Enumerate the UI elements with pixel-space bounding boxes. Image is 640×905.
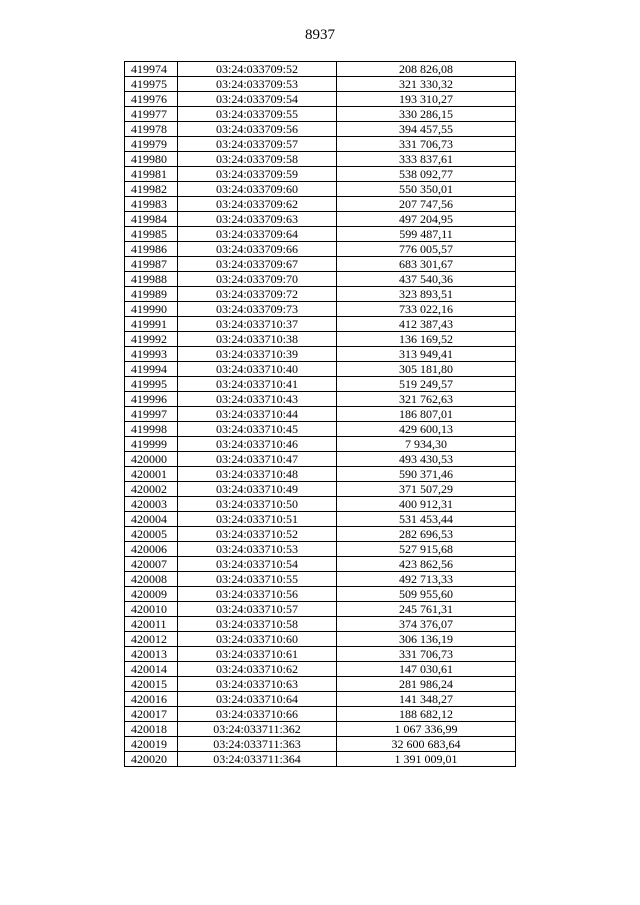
row-id-cell: 420016 (125, 692, 178, 707)
table-row (125, 167, 516, 182)
row-id-cell: 419975 (125, 77, 178, 92)
value-cell: 245 761,31 (337, 602, 516, 617)
cadastral-number-cell: 03:24:033709:53 (178, 77, 337, 92)
value-cell: 492 713,33 (337, 572, 516, 587)
cadastral-number-cell: 03:24:033709:63 (178, 212, 337, 227)
row-id-cell: 419991 (125, 317, 178, 332)
table-row (125, 617, 516, 632)
table-row (125, 242, 516, 257)
table-row (125, 647, 516, 662)
table-row (125, 92, 516, 107)
value-cell: 186 807,01 (337, 407, 516, 422)
value-cell: 321 330,32 (337, 77, 516, 92)
table-row (125, 482, 516, 497)
value-cell: 599 487,11 (337, 227, 516, 242)
value-cell: 371 507,29 (337, 482, 516, 497)
value-cell: 683 301,67 (337, 257, 516, 272)
row-id-cell: 420004 (125, 512, 178, 527)
value-cell: 7 934,30 (337, 437, 516, 452)
table-row (125, 707, 516, 722)
value-cell: 1 391 009,01 (337, 752, 516, 767)
table-row (125, 452, 516, 467)
table-row (125, 122, 516, 137)
cadastral-number-cell: 03:24:033710:62 (178, 662, 337, 677)
table-row (125, 467, 516, 482)
cadastral-number-cell: 03:24:033710:47 (178, 452, 337, 467)
cadastral-number-cell: 03:24:033710:63 (178, 677, 337, 692)
value-cell: 527 915,68 (337, 542, 516, 557)
cadastral-number-cell: 03:24:033709:66 (178, 242, 337, 257)
value-cell: 733 022,16 (337, 302, 516, 317)
row-id-cell: 419982 (125, 182, 178, 197)
value-cell: 207 747,56 (337, 197, 516, 212)
cadastral-number-cell: 03:24:033710:45 (178, 422, 337, 437)
cadastral-number-cell: 03:24:033709:60 (178, 182, 337, 197)
table-row (125, 587, 516, 602)
cadastral-number-cell: 03:24:033709:59 (178, 167, 337, 182)
table-row (125, 527, 516, 542)
data-table (124, 61, 516, 767)
cadastral-number-cell: 03:24:033710:60 (178, 632, 337, 647)
table-row (125, 362, 516, 377)
cadastral-number-cell: 03:24:033710:56 (178, 587, 337, 602)
cadastral-number-cell: 03:24:033710:53 (178, 542, 337, 557)
value-cell: 32 600 683,64 (337, 737, 516, 752)
cadastral-number-cell: 03:24:033710:39 (178, 347, 337, 362)
cadastral-number-cell: 03:24:033709:67 (178, 257, 337, 272)
value-cell: 509 955,60 (337, 587, 516, 602)
row-id-cell: 419979 (125, 137, 178, 152)
table-row (125, 62, 516, 77)
row-id-cell: 419986 (125, 242, 178, 257)
row-id-cell: 419977 (125, 107, 178, 122)
cadastral-number-cell: 03:24:033709:70 (178, 272, 337, 287)
table-row (125, 182, 516, 197)
table-row (125, 332, 516, 347)
row-id-cell: 420007 (125, 557, 178, 572)
cadastral-number-cell: 03:24:033709:58 (178, 152, 337, 167)
cadastral-number-cell: 03:24:033710:49 (178, 482, 337, 497)
row-id-cell: 419999 (125, 437, 178, 452)
table-row (125, 437, 516, 452)
value-cell: 147 030,61 (337, 662, 516, 677)
row-id-cell: 419990 (125, 302, 178, 317)
row-id-cell: 420009 (125, 587, 178, 602)
value-cell: 330 286,15 (337, 107, 516, 122)
table-row (125, 497, 516, 512)
table-row (125, 317, 516, 332)
cadastral-number-cell: 03:24:033709:72 (178, 287, 337, 302)
value-cell: 331 706,73 (337, 647, 516, 662)
cadastral-number-cell: 03:24:033710:57 (178, 602, 337, 617)
row-id-cell: 420015 (125, 677, 178, 692)
row-id-cell: 419984 (125, 212, 178, 227)
table-row (125, 302, 516, 317)
row-id-cell: 419992 (125, 332, 178, 347)
value-cell: 282 696,53 (337, 527, 516, 542)
value-cell: 437 540,36 (337, 272, 516, 287)
cadastral-number-cell: 03:24:033709:56 (178, 122, 337, 137)
row-id-cell: 419985 (125, 227, 178, 242)
cadastral-number-cell: 03:24:033710:58 (178, 617, 337, 632)
table-row (125, 377, 516, 392)
cadastral-number-cell: 03:24:033709:57 (178, 137, 337, 152)
table-row (125, 662, 516, 677)
table-row (125, 632, 516, 647)
row-id-cell: 420020 (125, 752, 178, 767)
table-row (125, 722, 516, 737)
value-cell: 493 430,53 (337, 452, 516, 467)
row-id-cell: 420008 (125, 572, 178, 587)
cadastral-number-cell: 03:24:033710:52 (178, 527, 337, 542)
row-id-cell: 420002 (125, 482, 178, 497)
cadastral-number-cell: 03:24:033710:66 (178, 707, 337, 722)
cadastral-number-cell: 03:24:033710:61 (178, 647, 337, 662)
table-row (125, 422, 516, 437)
value-cell: 374 376,07 (337, 617, 516, 632)
value-cell: 321 762,63 (337, 392, 516, 407)
cadastral-number-cell: 03:24:033710:54 (178, 557, 337, 572)
table-row (125, 572, 516, 587)
row-id-cell: 419987 (125, 257, 178, 272)
value-cell: 323 893,51 (337, 287, 516, 302)
value-cell: 136 169,52 (337, 332, 516, 347)
value-cell: 412 387,43 (337, 317, 516, 332)
cadastral-number-cell: 03:24:033710:46 (178, 437, 337, 452)
value-cell: 519 249,57 (337, 377, 516, 392)
value-cell: 333 837,61 (337, 152, 516, 167)
cadastral-number-cell: 03:24:033710:38 (178, 332, 337, 347)
table-row (125, 197, 516, 212)
row-id-cell: 420000 (125, 452, 178, 467)
row-id-cell: 419993 (125, 347, 178, 362)
row-id-cell: 420005 (125, 527, 178, 542)
value-cell: 193 310,27 (337, 92, 516, 107)
cadastral-number-cell: 03:24:033709:64 (178, 227, 337, 242)
row-id-cell: 419983 (125, 197, 178, 212)
row-id-cell: 420006 (125, 542, 178, 557)
row-id-cell: 420013 (125, 647, 178, 662)
cadastral-number-cell: 03:24:033709:54 (178, 92, 337, 107)
row-id-cell: 420011 (125, 617, 178, 632)
row-id-cell: 419976 (125, 92, 178, 107)
cadastral-number-cell: 03:24:033710:40 (178, 362, 337, 377)
cadastral-number-cell: 03:24:033710:64 (178, 692, 337, 707)
value-cell: 188 682,12 (337, 707, 516, 722)
table-row (125, 557, 516, 572)
table-row (125, 512, 516, 527)
table-row (125, 737, 516, 752)
value-cell: 550 350,01 (337, 182, 516, 197)
cadastral-number-cell: 03:24:033710:51 (178, 512, 337, 527)
table-row (125, 692, 516, 707)
value-cell: 400 912,31 (337, 497, 516, 512)
cadastral-number-cell: 03:24:033710:37 (178, 317, 337, 332)
row-id-cell: 420001 (125, 467, 178, 482)
cadastral-number-cell: 03:24:033710:48 (178, 467, 337, 482)
row-id-cell: 420010 (125, 602, 178, 617)
table-row (125, 227, 516, 242)
row-id-cell: 419996 (125, 392, 178, 407)
table-body (125, 62, 516, 767)
row-id-cell: 419974 (125, 62, 178, 77)
row-id-cell: 420019 (125, 737, 178, 752)
cadastral-number-cell: 03:24:033711:362 (178, 722, 337, 737)
cadastral-number-cell: 03:24:033710:55 (178, 572, 337, 587)
value-cell: 776 005,57 (337, 242, 516, 257)
cadastral-number-cell: 03:24:033710:43 (178, 392, 337, 407)
row-id-cell: 419980 (125, 152, 178, 167)
value-cell: 331 706,73 (337, 137, 516, 152)
value-cell: 1 067 336,99 (337, 722, 516, 737)
row-id-cell: 419997 (125, 407, 178, 422)
cadastral-number-cell: 03:24:033710:44 (178, 407, 337, 422)
table-row (125, 752, 516, 767)
table-row (125, 272, 516, 287)
table-row (125, 152, 516, 167)
value-cell: 208 826,08 (337, 62, 516, 77)
value-cell: 497 204,95 (337, 212, 516, 227)
value-cell: 590 371,46 (337, 467, 516, 482)
table-row (125, 287, 516, 302)
table-row (125, 677, 516, 692)
row-id-cell: 419978 (125, 122, 178, 137)
table-row (125, 602, 516, 617)
table-row (125, 392, 516, 407)
value-cell: 429 600,13 (337, 422, 516, 437)
row-id-cell: 419998 (125, 422, 178, 437)
value-cell: 423 862,56 (337, 557, 516, 572)
table-row (125, 407, 516, 422)
cadastral-number-cell: 03:24:033711:364 (178, 752, 337, 767)
table-row (125, 137, 516, 152)
value-cell: 306 136,19 (337, 632, 516, 647)
row-id-cell: 419988 (125, 272, 178, 287)
table-row (125, 257, 516, 272)
table-row (125, 542, 516, 557)
cadastral-number-cell: 03:24:033710:50 (178, 497, 337, 512)
cadastral-number-cell: 03:24:033710:41 (178, 377, 337, 392)
row-id-cell: 419981 (125, 167, 178, 182)
value-cell: 531 453,44 (337, 512, 516, 527)
row-id-cell: 420003 (125, 497, 178, 512)
table-row (125, 347, 516, 362)
row-id-cell: 420017 (125, 707, 178, 722)
cadastral-number-cell: 03:24:033711:363 (178, 737, 337, 752)
cadastral-number-cell: 03:24:033709:55 (178, 107, 337, 122)
value-cell: 394 457,55 (337, 122, 516, 137)
table-row (125, 107, 516, 122)
table-row (125, 77, 516, 92)
row-id-cell: 419994 (125, 362, 178, 377)
row-id-cell: 419995 (125, 377, 178, 392)
value-cell: 141 348,27 (337, 692, 516, 707)
row-id-cell: 420018 (125, 722, 178, 737)
value-cell: 281 986,24 (337, 677, 516, 692)
row-id-cell: 419989 (125, 287, 178, 302)
row-id-cell: 420014 (125, 662, 178, 677)
row-id-cell: 420012 (125, 632, 178, 647)
value-cell: 313 949,41 (337, 347, 516, 362)
cadastral-number-cell: 03:24:033709:73 (178, 302, 337, 317)
table-row (125, 212, 516, 227)
cadastral-number-cell: 03:24:033709:52 (178, 62, 337, 77)
value-cell: 538 092,77 (337, 167, 516, 182)
page-number: 8937 (305, 27, 335, 43)
value-cell: 305 181,80 (337, 362, 516, 377)
cadastral-number-cell: 03:24:033709:62 (178, 197, 337, 212)
